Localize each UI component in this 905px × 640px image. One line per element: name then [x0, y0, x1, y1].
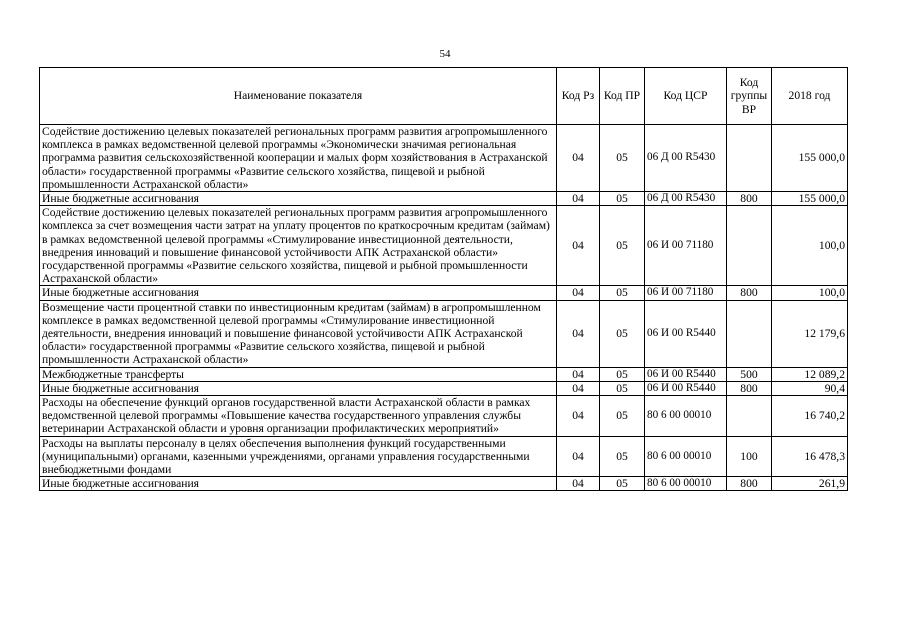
table-row: [40, 192, 848, 206]
row-sum: 100,0: [772, 286, 848, 300]
row-sum: 155 000,0: [772, 192, 848, 206]
row-csr: 06 И 00 R5440: [645, 367, 727, 381]
row-name: Межбюджетные трансферты: [40, 367, 557, 381]
row-sum: 12 179,6: [772, 300, 848, 367]
row-sum: 12 089,2: [772, 367, 848, 381]
row-rz: 04: [557, 367, 600, 381]
table-row: [40, 300, 848, 367]
row-sum: 261,9: [772, 477, 848, 491]
row-vr: [727, 396, 772, 437]
header-rz: Код Рз: [557, 68, 600, 125]
header-name: Наименование показателя: [40, 68, 557, 125]
table-row: [40, 367, 848, 381]
row-name: Иные бюджетные ассигнования: [40, 381, 557, 395]
row-sum: 155 000,0: [772, 125, 848, 192]
row-vr: 800: [727, 381, 772, 395]
table-row: [40, 206, 848, 286]
row-pr: 05: [600, 300, 645, 367]
row-vr: 800: [727, 477, 772, 491]
row-csr: 80 6 00 00010: [645, 477, 727, 491]
row-sum: 100,0: [772, 206, 848, 286]
row-sum: 90,4: [772, 381, 848, 395]
header-sum: 2018 год: [772, 68, 848, 125]
row-rz: 04: [557, 206, 600, 286]
page-number: 54: [439, 48, 451, 60]
header-pr: Код ПР: [600, 68, 645, 125]
row-pr: 05: [600, 477, 645, 491]
row-rz: 04: [557, 396, 600, 437]
row-rz: 04: [557, 192, 600, 206]
row-name: Иные бюджетные ассигнования: [40, 286, 557, 300]
row-rz: 04: [557, 300, 600, 367]
row-pr: 05: [600, 125, 645, 192]
row-csr: 06 И 00 71180: [645, 286, 727, 300]
row-vr: 800: [727, 192, 772, 206]
row-pr: 05: [600, 381, 645, 395]
row-pr: 05: [600, 286, 645, 300]
row-name: Возмещение части процентной ставки по инвестиционным кредитам (займам) в агропромышленном комплексе в рамках ведомственной целевой программы «Стимулирование инвестиционной деятельности, внедрения инноваций и повышение финансовой устойчивости АПК Астраханской области» государственной программы «Развитие сельского хозяйства, пищевой и рыбной промышленности Астраханской области»: [40, 300, 557, 367]
row-vr: [727, 206, 772, 286]
budget-table: [39, 67, 848, 491]
row-pr: 05: [600, 206, 645, 286]
row-vr: [727, 125, 772, 192]
row-csr: 06 Д 00 R5430: [645, 125, 727, 192]
row-csr: 06 Д 00 R5430: [645, 192, 727, 206]
row-rz: 04: [557, 381, 600, 395]
row-name: Содействие достижению целевых показателей региональных программ развития агропромышленного комплекса в рамках ведомственной целевой программы «Экономически значимая региональная программа развития сельскохозяйственной кооперации и малых форм хозяйствования в Астраханской области» государственной программы «Развитие сельского хозяйства, пищевой и рыбной промышленности Астраханской области»: [40, 125, 557, 192]
header-csr: Код ЦСР: [645, 68, 727, 125]
row-vr: 500: [727, 367, 772, 381]
row-sum: 16 740,2: [772, 396, 848, 437]
table-row: [40, 286, 848, 300]
row-vr: [727, 300, 772, 367]
row-name: Расходы на обеспечение функций органов государственной власти Астраханской области в рамках ведомственной целевой программы «Повышение качества государственного управления службы ветеринарии Астраханской области и уровня организации профилактических мероприятий»: [40, 396, 557, 437]
row-pr: 05: [600, 192, 645, 206]
table-row: [40, 436, 848, 477]
row-rz: 04: [557, 125, 600, 192]
row-pr: 05: [600, 436, 645, 477]
row-csr: 06 И 00 R5440: [645, 381, 727, 395]
row-vr: 800: [727, 286, 772, 300]
row-csr: 06 И 00 R5440: [645, 300, 727, 367]
table-row: [40, 396, 848, 437]
row-csr: 06 И 00 71180: [645, 206, 727, 286]
row-rz: 04: [557, 477, 600, 491]
row-name: Расходы на выплаты персоналу в целях обеспечения выполнения функций государственными (муниципальными) органами, казенными учреждениями, органами управления государственными внебюджетными фондами: [40, 436, 557, 477]
row-name: Иные бюджетные ассигнования: [40, 192, 557, 206]
row-csr: 80 6 00 00010: [645, 436, 727, 477]
row-name: Содействие достижению целевых показателей региональных программ развития агропромышленного комплекса за счет возмещения части затрат на уплату процентов по краткосрочным кредитам (займам) в рамках ведомственной целевой программы «Стимулирование инвестиционной деятельности, внедрения инноваций и повышение финансовой устойчивости АПК Астраханской области» государственной программы «Развитие сельского хозяйства, пищевой и рыбной промышленности Астраханской области»: [40, 206, 557, 286]
row-rz: 04: [557, 286, 600, 300]
row-vr: 100: [727, 436, 772, 477]
table-header-row: [40, 68, 848, 125]
table-row: [40, 125, 848, 192]
table-row: [40, 381, 848, 395]
row-pr: 05: [600, 367, 645, 381]
row-csr: 80 6 00 00010: [645, 396, 727, 437]
row-rz: 04: [557, 436, 600, 477]
header-vr: Код группы ВР: [727, 68, 772, 125]
table-row: [40, 477, 848, 491]
row-name: Иные бюджетные ассигнования: [40, 477, 557, 491]
row-sum: 16 478,3: [772, 436, 848, 477]
row-pr: 05: [600, 396, 645, 437]
